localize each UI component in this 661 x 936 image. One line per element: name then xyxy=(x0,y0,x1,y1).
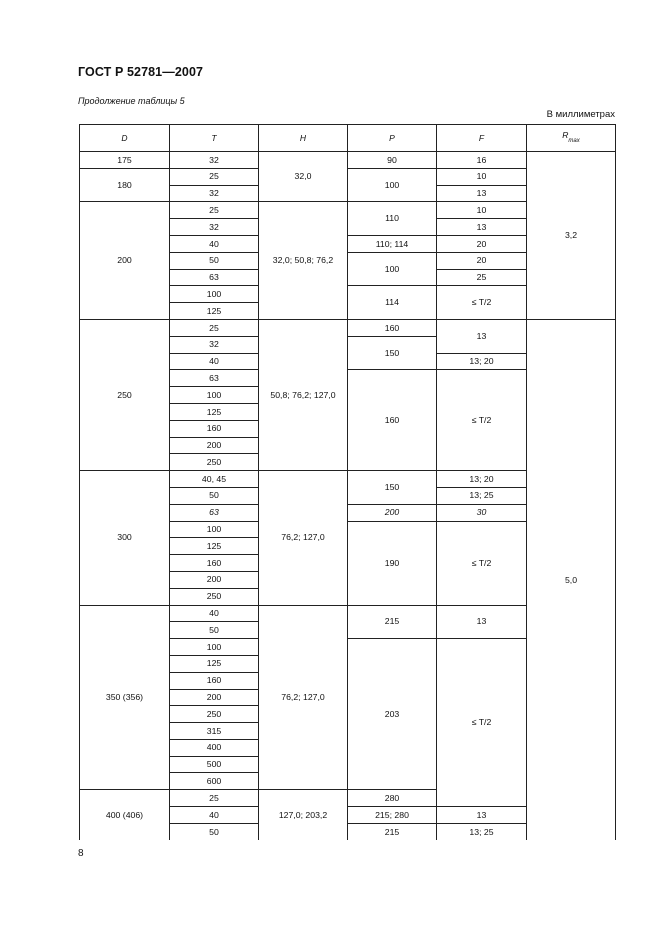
cell-h: 76,2; 127,0 xyxy=(259,605,348,790)
cell-p: 280 xyxy=(348,790,437,807)
cell-t: 100 xyxy=(170,521,259,538)
cell-t: 250 xyxy=(170,454,259,471)
cell-d: 400 (406) xyxy=(80,790,170,840)
cell-f: ≤ T/2 xyxy=(437,521,527,605)
cell-rmax: 3,2 xyxy=(527,152,616,320)
cell-p: 200 xyxy=(348,504,437,521)
cell-t: 250 xyxy=(170,588,259,605)
cell-t: 40, 45 xyxy=(170,471,259,488)
cell-f: 16 xyxy=(437,152,527,169)
cell-f: 25 xyxy=(437,269,527,286)
cell-h: 32,0 xyxy=(259,152,348,202)
cell-t: 100 xyxy=(170,639,259,656)
cell-t: 63 xyxy=(170,370,259,387)
cell-t: 40 xyxy=(170,353,259,370)
cell-p: 90 xyxy=(348,152,437,169)
cell-p: 150 xyxy=(348,336,437,370)
cell-f: 13; 25 xyxy=(437,487,527,504)
table-caption: Продолжение таблицы 5 xyxy=(78,96,185,106)
table-row xyxy=(80,152,616,169)
document-title: ГОСТ Р 52781—2007 xyxy=(78,65,204,79)
cell-f: ≤ T/2 xyxy=(437,370,527,471)
cell-f: 20 xyxy=(437,235,527,252)
cell-t: 125 xyxy=(170,538,259,555)
cell-t: 200 xyxy=(170,571,259,588)
cell-f: 13 xyxy=(437,605,527,639)
cell-f: 13 xyxy=(437,319,527,353)
cell-t: 100 xyxy=(170,286,259,303)
cell-d: 175 xyxy=(80,152,170,169)
rmax-symbol: R xyxy=(562,129,569,140)
cell-t: 40 xyxy=(170,807,259,824)
cell-p: 100 xyxy=(348,252,437,286)
cell-t: 25 xyxy=(170,168,259,185)
cell-t: 160 xyxy=(170,672,259,689)
cell-d: 350 (356) xyxy=(80,605,170,790)
col-header-f: F xyxy=(437,125,527,152)
cell-t: 50 xyxy=(170,252,259,269)
units-note: В миллиметрах xyxy=(546,109,615,120)
cell-p: 150 xyxy=(348,471,437,505)
cell-t: 32 xyxy=(170,185,259,202)
cell-t: 315 xyxy=(170,723,259,740)
cell-f: 30 xyxy=(437,504,527,521)
cell-t: 25 xyxy=(170,202,259,219)
cell-t: 100 xyxy=(170,387,259,404)
cell-p: 215 xyxy=(348,823,437,840)
cell-f: 13 xyxy=(437,185,527,202)
cell-h: 127,0; 203,2 xyxy=(259,790,348,840)
cell-t: 50 xyxy=(170,487,259,504)
col-header-t: T xyxy=(170,125,259,152)
col-header-h: H xyxy=(259,125,348,152)
cell-f: 10 xyxy=(437,202,527,219)
cell-t: 63 xyxy=(170,269,259,286)
cell-p: 160 xyxy=(348,319,437,336)
cell-p: 203 xyxy=(348,639,437,790)
cell-p: 100 xyxy=(348,168,437,202)
cell-f: 10 xyxy=(437,168,527,185)
cell-t: 200 xyxy=(170,437,259,454)
page-number: 8 xyxy=(78,848,84,859)
cell-t: 500 xyxy=(170,756,259,773)
cell-p: 110 xyxy=(348,202,437,236)
cell-t: 25 xyxy=(170,319,259,336)
cell-t: 25 xyxy=(170,790,259,807)
col-header-d: D xyxy=(80,125,170,152)
cell-d: 300 xyxy=(80,471,170,605)
cell-t: 50 xyxy=(170,622,259,639)
cell-t: 32 xyxy=(170,336,259,353)
cell-d: 180 xyxy=(80,168,170,202)
cell-p: 160 xyxy=(348,370,437,471)
cell-t: 125 xyxy=(170,655,259,672)
cell-t: 32 xyxy=(170,152,259,169)
cell-t: 40 xyxy=(170,605,259,622)
cell-t: 50 xyxy=(170,823,259,840)
cell-p: 110; 114 xyxy=(348,235,437,252)
cell-p: 114 xyxy=(348,286,437,320)
cell-f: ≤ T/2 xyxy=(437,639,527,807)
cell-f: 13 xyxy=(437,219,527,236)
cell-p: 190 xyxy=(348,521,437,605)
cell-t: 400 xyxy=(170,739,259,756)
cell-h: 50,8; 76,2; 127,0 xyxy=(259,319,348,470)
cell-f: ≤ T/2 xyxy=(437,286,527,320)
cell-t: 63 xyxy=(170,504,259,521)
cell-t: 200 xyxy=(170,689,259,706)
cell-h: 32,0; 50,8; 76,2 xyxy=(259,202,348,320)
cell-f: 13; 20 xyxy=(437,353,527,370)
cell-f: 13; 25 xyxy=(437,823,527,840)
cell-f: 13; 20 xyxy=(437,471,527,488)
table-header-row xyxy=(80,125,616,152)
cell-d: 250 xyxy=(80,319,170,470)
spec-table xyxy=(79,124,616,840)
cell-t: 250 xyxy=(170,706,259,723)
cell-t: 32 xyxy=(170,219,259,236)
table-row xyxy=(80,319,616,336)
cell-t: 125 xyxy=(170,403,259,420)
col-header-p: P xyxy=(348,125,437,152)
cell-p: 215 xyxy=(348,605,437,639)
cell-t: 125 xyxy=(170,303,259,320)
cell-h: 76,2; 127,0 xyxy=(259,471,348,605)
cell-p: 215; 280 xyxy=(348,807,437,824)
cell-t: 600 xyxy=(170,773,259,790)
cell-f: 13 xyxy=(437,807,527,824)
rmax-subscript: max xyxy=(568,137,580,144)
cell-f: 20 xyxy=(437,252,527,269)
cell-d: 200 xyxy=(80,202,170,320)
col-header-rmax xyxy=(527,125,616,152)
cell-t: 40 xyxy=(170,235,259,252)
cell-t: 160 xyxy=(170,555,259,572)
cell-rmax: 5,0 xyxy=(527,319,616,840)
cell-t: 160 xyxy=(170,420,259,437)
